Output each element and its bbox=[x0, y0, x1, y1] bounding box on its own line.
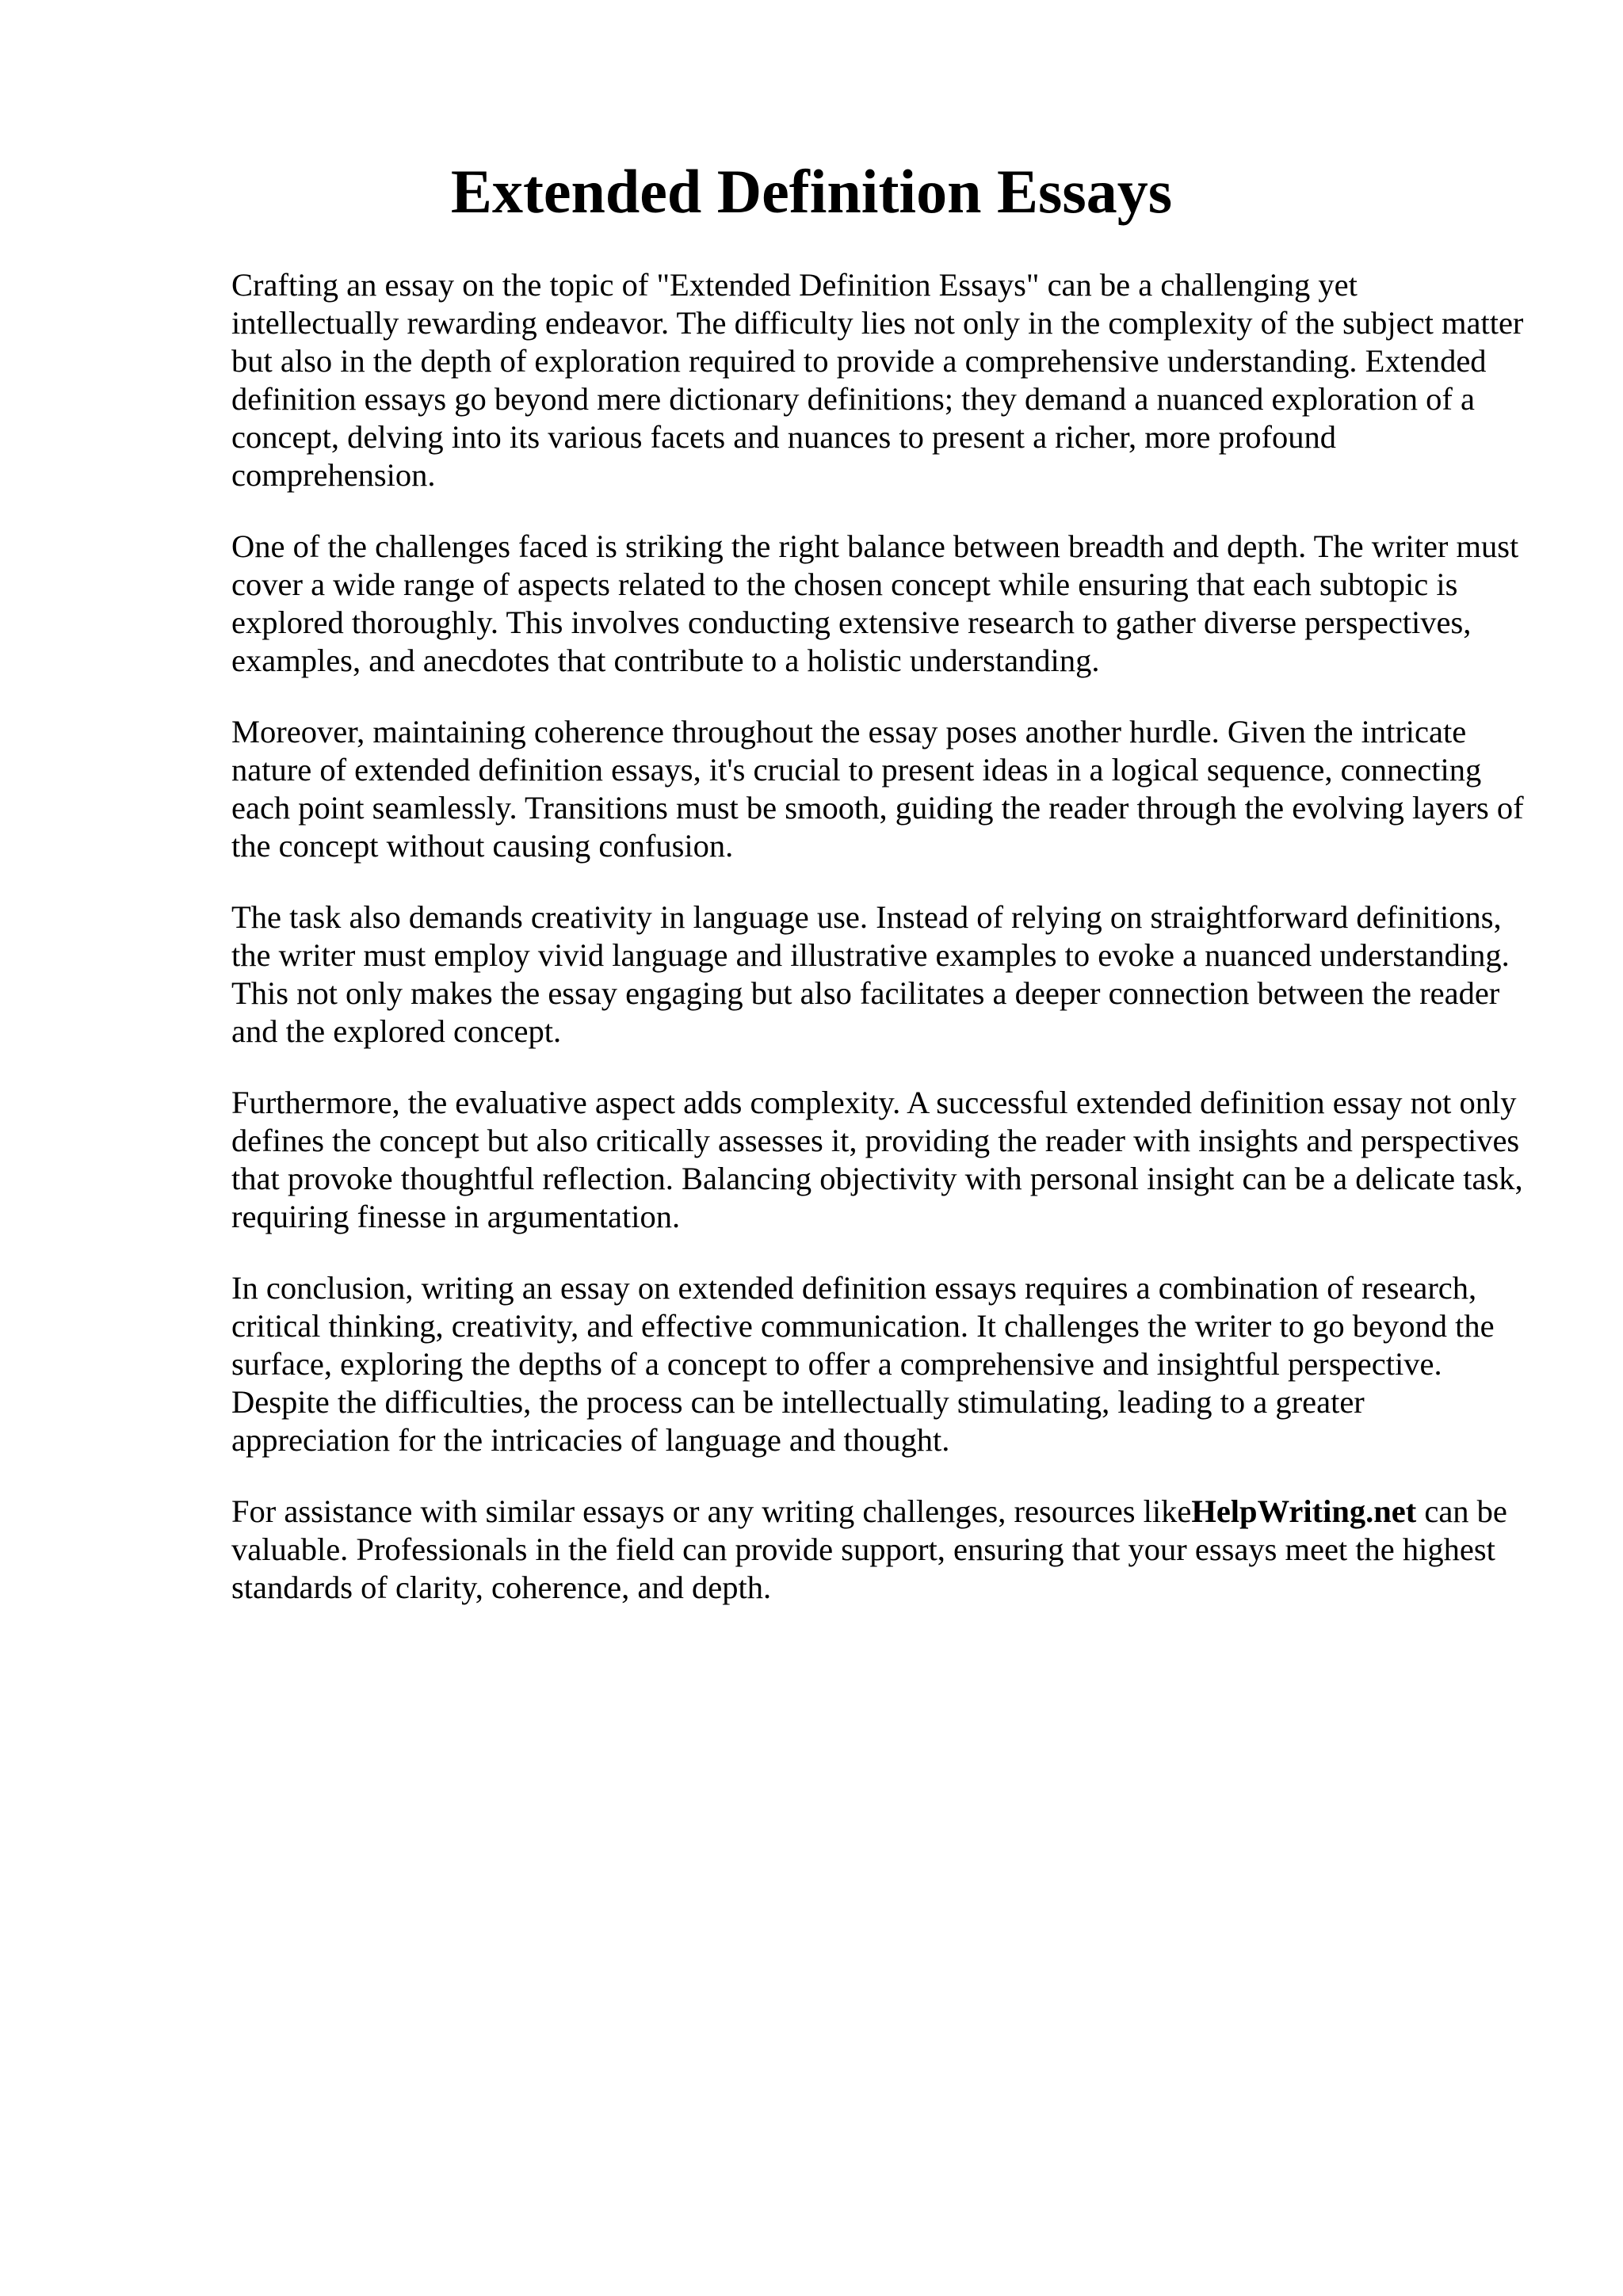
paragraph-evaluative: Furthermore, the evaluative aspect adds complexity. A successful extended definition essay not only defines the concept but also critically assesses it, providing the reader with insights and perspectives that provoke thoughtful reflection. Balancing objectivity with personal insight can be a delicate task, requiring finesse in argumentation. bbox=[231, 1085, 1523, 1234]
paragraph-intro: Crafting an essay on the topic of "Extended Definition Essays" can be a challenging yet intellectually rewarding endeavor. The difficulty lies not only in the complexity of the subject matter but also in the depth of exploration required to provide a comprehensive understanding. Extended definition essays go beyond mere dictionary definitions; they demand a nuanced exploration of a concept, delving into its various facets and nuances to present a richer, more profound comprehension. bbox=[231, 267, 1524, 493]
paragraph-coherence: Moreover, maintaining coherence throughout the essay poses another hurdle. Given the intricate nature of extended definition essays, it's crucial to present ideas in a logical sequence, connecting each point seamlessly. Transitions must be smooth, guiding the reader through the evolving layers of the concept without causing confusion. bbox=[231, 714, 1524, 864]
paragraph-breadth-depth: One of the challenges faced is striking the right balance between breadth and depth. The writer must cover a wide range of aspects related to the chosen concept while ensuring that each subtopic is explored thoroughly. This involves conducting extensive research to gather diverse perspectives, examples, and anecdotes that contribute to a holistic understanding. bbox=[231, 528, 1519, 678]
helpwriting-link[interactable]: HelpWriting.net bbox=[1191, 1493, 1417, 1529]
paragraph-conclusion: In conclusion, writing an essay on extended definition essays requires a combination of research, critical thinking, creativity, and effective communication. It challenges the writer to go beyond the surface, exploring the depths of a concept to offer a comprehensive and insightful perspective. Despite the difficulties, the process can be intellectually stimulating, leading to a greater appreciation for the intricacies of language and thought. bbox=[231, 1270, 1495, 1458]
closing-text-after: can be valuable. Professionals in the field can provide support, ensuring that your essays meet the highest standards of clarity, coherence, and depth. bbox=[231, 1493, 1507, 1605]
essay-body bbox=[231, 266, 1531, 1640]
paragraph-creativity: The task also demands creativity in language use. Instead of relying on straightforward definitions, the writer must employ vivid language and illustrative examples to evoke a nuanced understanding. This not only makes the essay engaging but also facilitates a deeper connection between the reader and the explored concept. bbox=[231, 899, 1510, 1049]
paragraph-closing bbox=[231, 1493, 1531, 1607]
document-title: Extended Definition Essays bbox=[450, 157, 1173, 226]
closing-text-before: For assistance with similar essays or any writing challenges, resources like bbox=[231, 1493, 1192, 1529]
